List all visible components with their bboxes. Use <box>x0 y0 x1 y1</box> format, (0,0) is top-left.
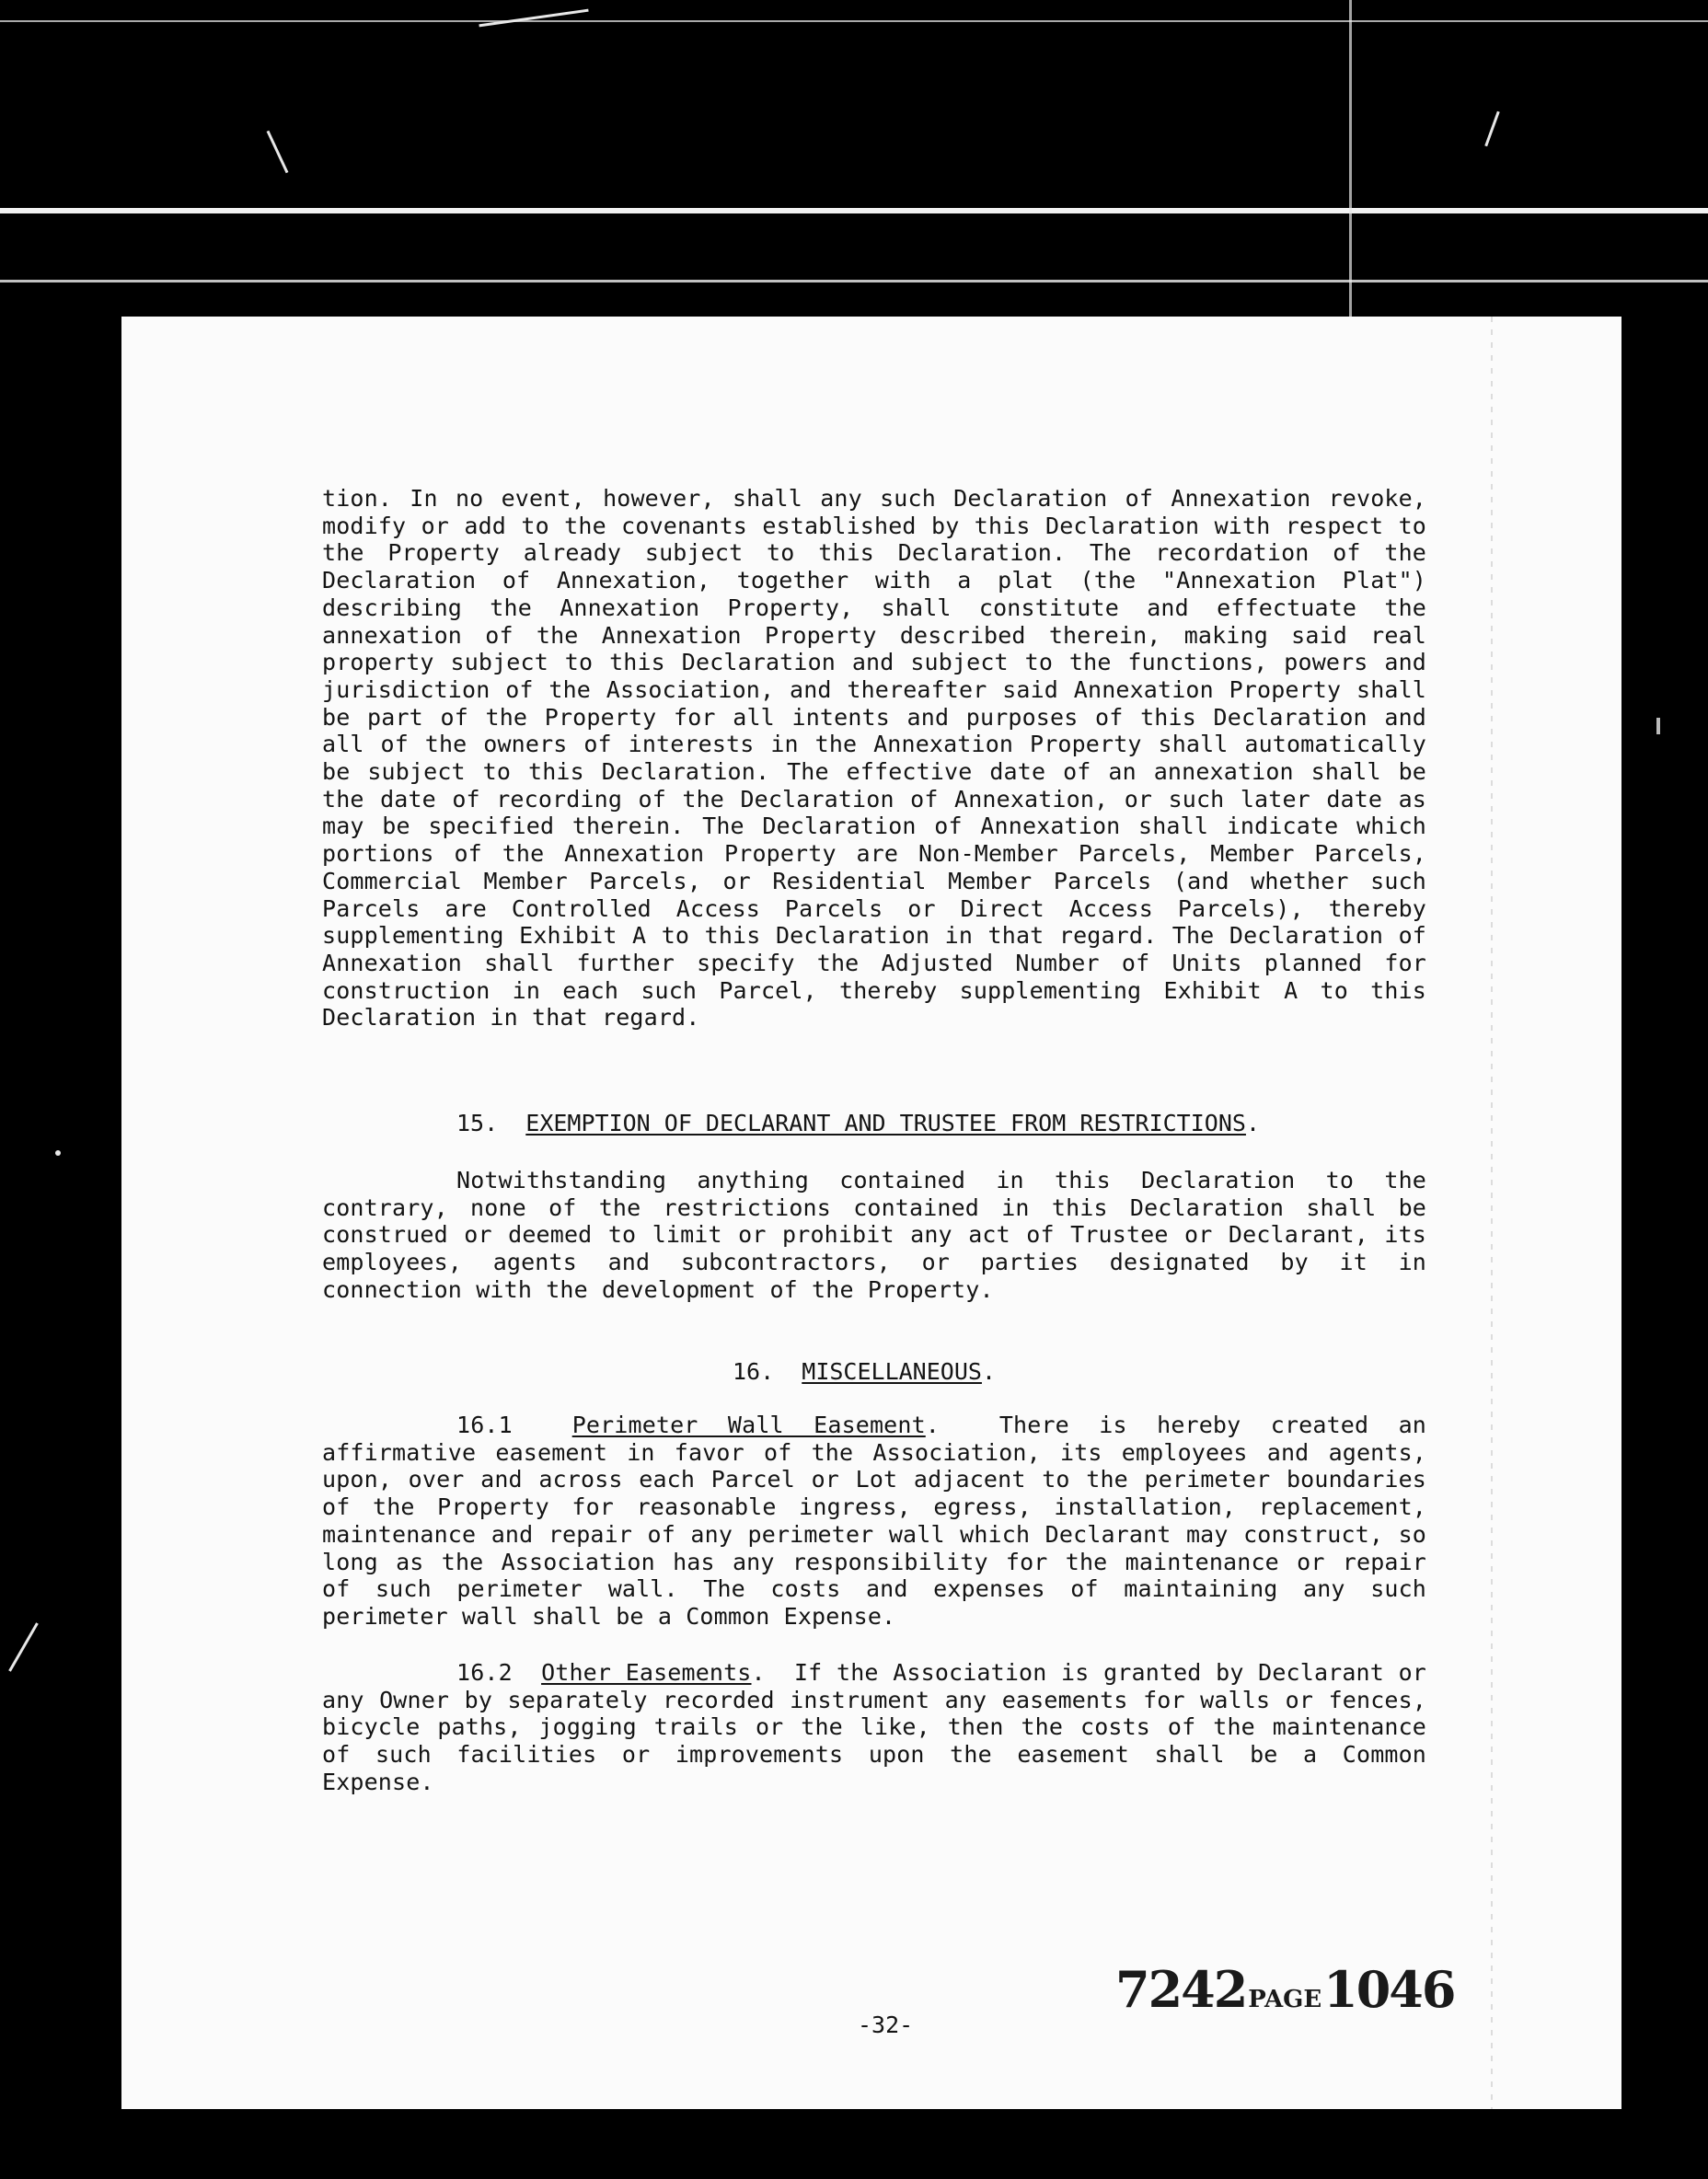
scan-band-line <box>0 208 1708 213</box>
section-16-2-title: Other Easements <box>541 1659 752 1686</box>
section-16-1-number: 16.1 <box>456 1412 513 1438</box>
paragraph-exemption: Notwithstanding anything contained in this Declaration to the contrary, none of the restrictions contained in this Declaration shall be construed or deemed to limit or prohibit any act of Trustee or Declarant, its employees, agents and subcontractors, or parties designated by it in connection with the development of the Property. <box>322 1167 1426 1303</box>
section-16-number: 16. <box>733 1358 775 1385</box>
section-16-title: MISCELLANEOUS <box>802 1358 982 1385</box>
paragraph-other-easements <box>322 1659 1426 1796</box>
scan-speck <box>267 131 289 174</box>
section-15-end: . <box>1245 1110 1260 1136</box>
section-16-2-number: 16.2 <box>456 1659 513 1686</box>
section-16-end: . <box>981 1358 996 1385</box>
scan-speck <box>1656 718 1660 734</box>
section-16-2-end: . <box>751 1659 766 1686</box>
page-number: -32- <box>858 2012 914 2038</box>
document-page <box>121 317 1621 2109</box>
recording-book-number: 7242 <box>1115 1960 1247 2019</box>
scan-speck <box>8 1622 39 1671</box>
recording-stamp <box>1115 1960 1455 2019</box>
scan-band-line <box>0 20 1708 22</box>
section-16-1-title: Perimeter Wall Easement <box>571 1412 926 1438</box>
scan-speck <box>1484 111 1500 147</box>
section-16-1-end: . <box>925 1412 940 1438</box>
recording-stamp-mark: PAGE <box>1248 1986 1322 2013</box>
scan-speck <box>479 9 588 28</box>
scan-smear <box>1491 317 1493 2109</box>
section-15-heading <box>456 1110 1260 1137</box>
paragraph-annexation-continued: tion. In no event, however, shall any such Declaration of Annexation revoke, modify or add to the covenants established by this Declaration with respect to the Property already subject to this Declaration. The recordation of the Declaration of Annexation, together with a plat (the "Annexation Plat") describing the Annexation Property, shall constitute and effectuate the annexation of the Annexation Property described therein, making said real property subject to this Declaration and subject to the functions, powers and jurisdiction of the Association, and thereafter said Annexation Property shall be part of the Property for all intents and purposes of this Declaration and all of the owners of interests in the Annexation Property shall automatically be subject to this Declaration. The effective date of an annexation shall be the date of recording of the Declaration of Annexation, or such later date as may be specified therein. The Declaration of Annexation shall indicate which portions of the Annexation Property are Non-Member Parcels, Member Parcels, Commercial Member Parcels, or Residential Member Parcels (and whether such Parcels are Controlled Access Parcels or Direct Access Parcels), thereby supplementing Exhibit A to this Declaration in that regard. The Declaration of Annexation shall further specify the Adjusted Number of Units planned for construction in each such Parcel, thereby supplementing Exhibit A to this Declaration in that regard. <box>322 485 1426 1032</box>
paragraph-perimeter-wall <box>322 1412 1426 1631</box>
section-16-heading <box>733 1358 996 1386</box>
section-15-number: 15. <box>456 1110 499 1136</box>
scan-band-line <box>0 280 1708 282</box>
scan-speck <box>55 1150 61 1156</box>
section-15-title: EXEMPTION OF DECLARANT AND TRUSTEE FROM RESTRICTIONS <box>525 1110 1246 1136</box>
section-16-2-body: If the Association is granted by Declarant or any Owner by separately recorded instrument any easements for walls or fences, bicycle paths, jogging trails or the like, then the costs of the maintenance of such facilities or improvements upon the easement shall be a Common Expense. <box>322 1659 1426 1795</box>
section-16-1-body: There is hereby created an affirmative easement in favor of the Association, its employees and agents, upon, over and across each Parcel or Lot adjacent to the perimeter boundaries of the Property for reasonable ingress, egress, installation, replacement, maintenance and repair of any perimeter wall which Declarant may construct, so long as the Association has any responsibility for the maintenance or repair of such perimeter wall. The costs and expenses of maintaining any such perimeter wall shall be a Common Expense. <box>322 1412 1427 1630</box>
recording-page-number: 1046 <box>1323 1960 1455 2019</box>
